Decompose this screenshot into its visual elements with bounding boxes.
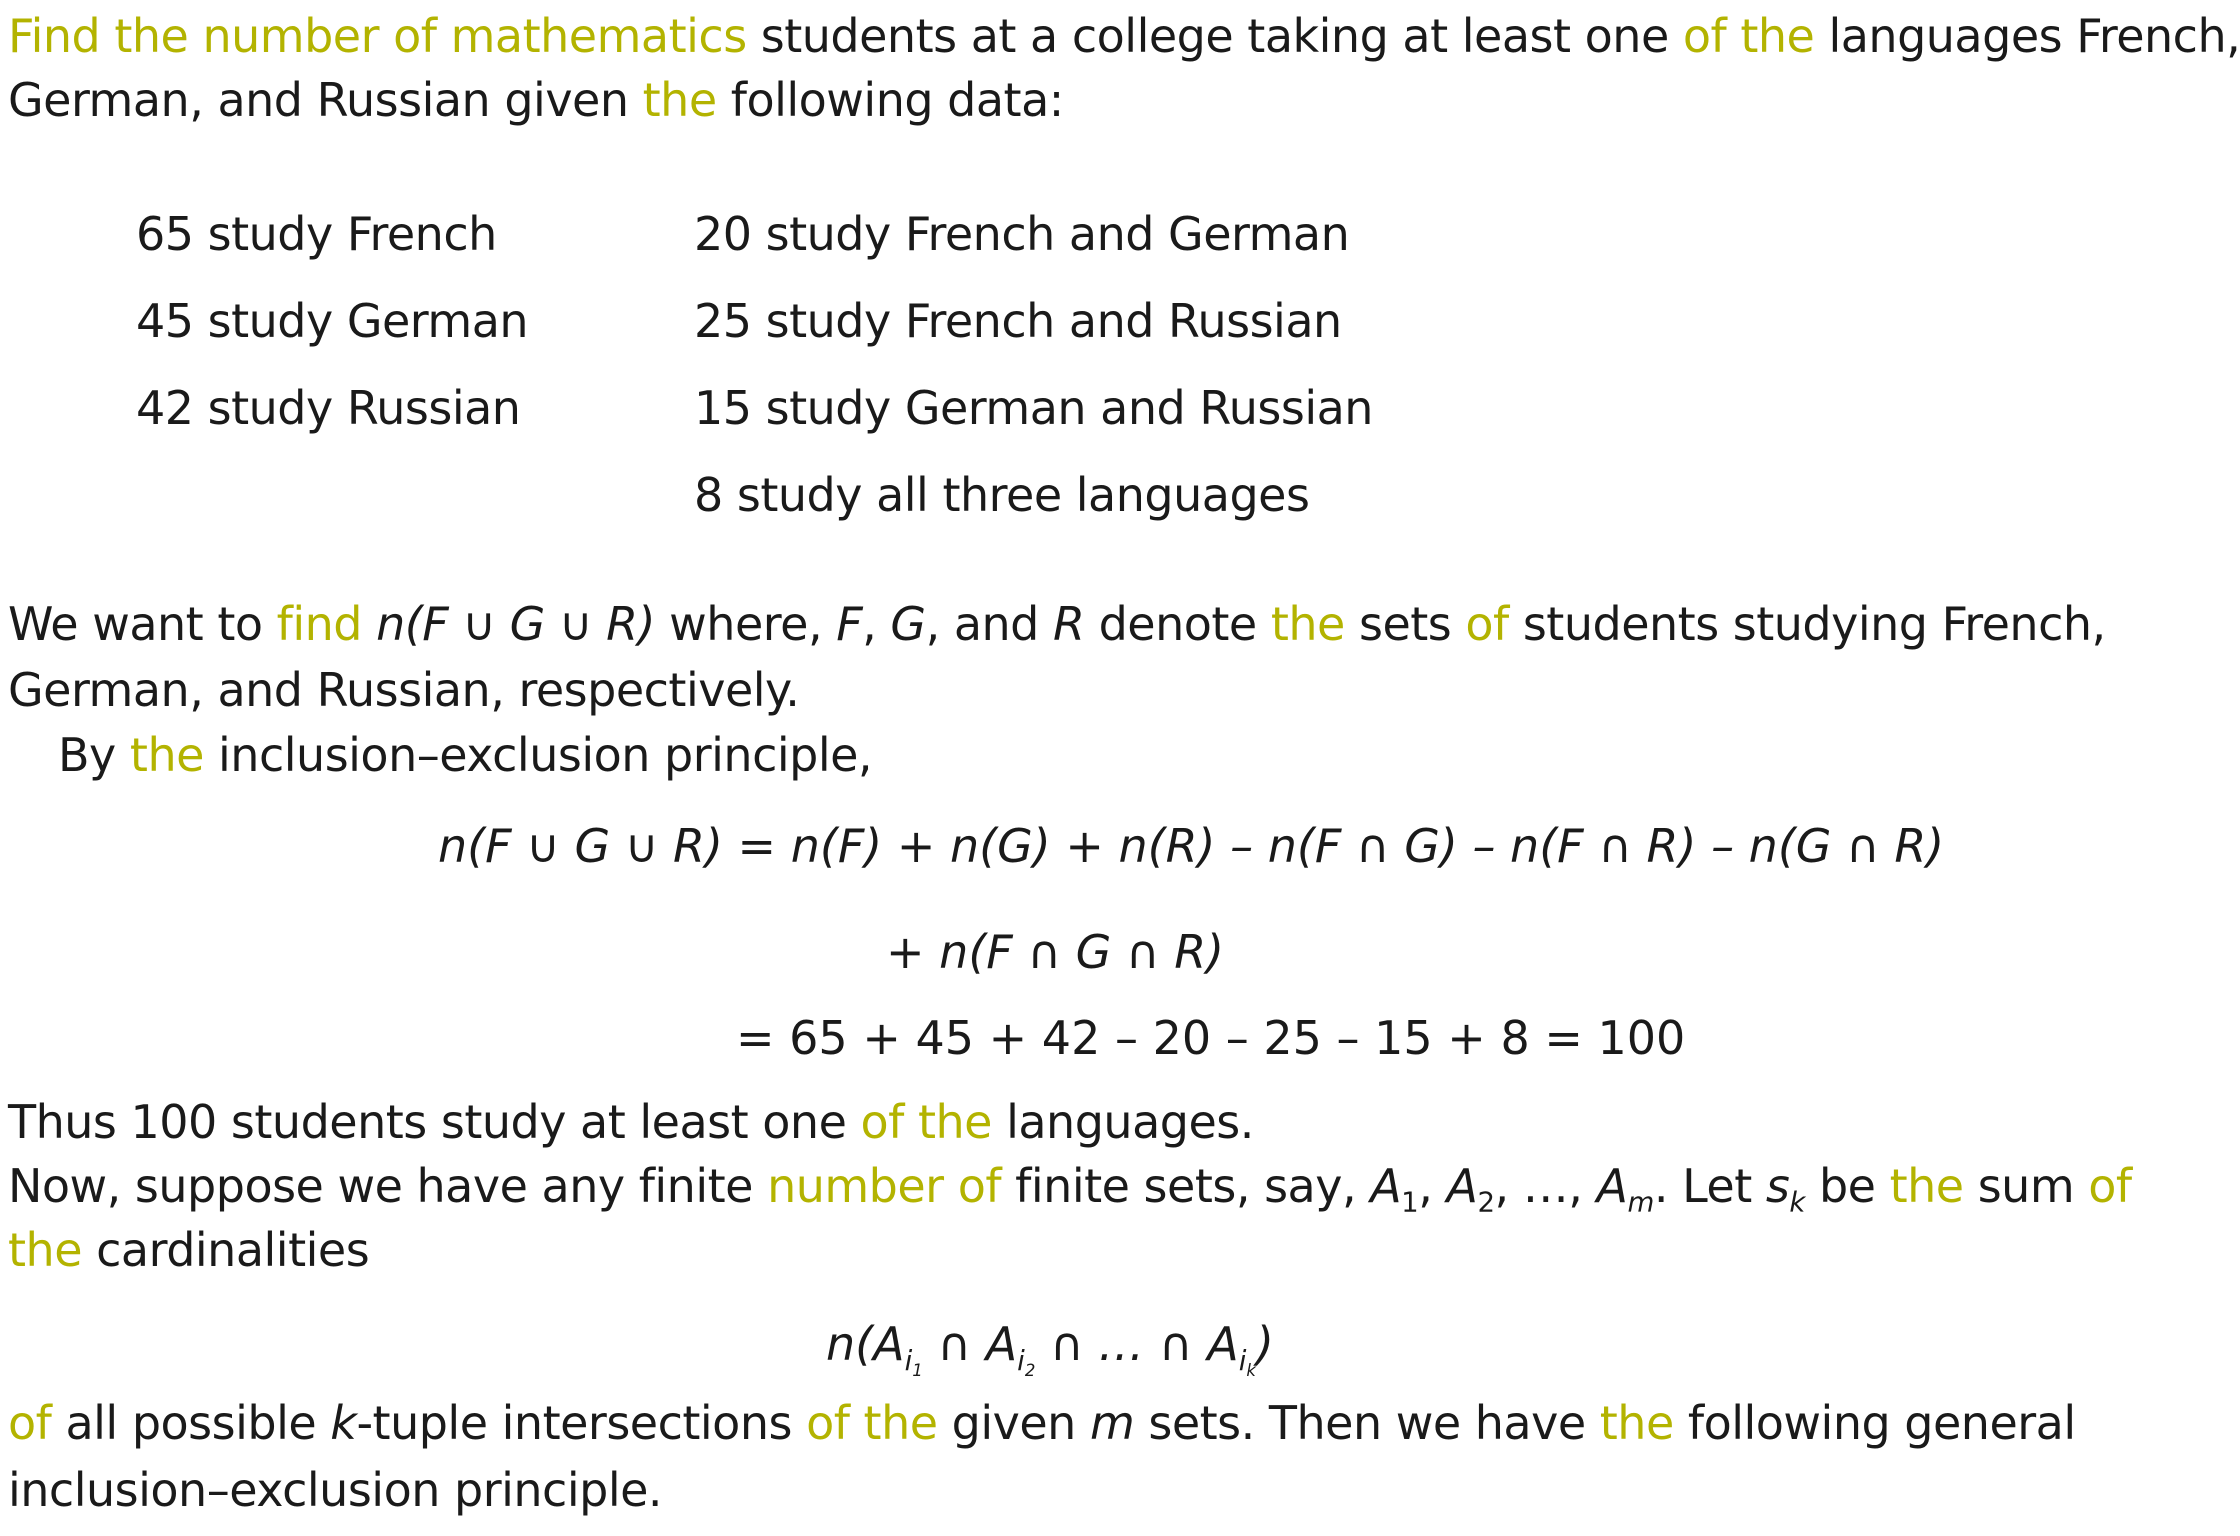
want-line-1: We want to find n(F ∪ G ∪ R) where, F, G, and R denote the sets of students studying French, — [8, 597, 2106, 651]
cardinality-expression: $n(A_{i_1}$ ∩ $A_{i_2}$ ∩ … ∩ $A_{i_k}$) — [826, 1317, 1274, 1380]
data-left-1: 65 study French — [136, 207, 497, 261]
by-line: By the inclusion–exclusion principle, — [58, 728, 873, 782]
data-right-2: 25 study French and Russian — [694, 294, 1342, 348]
equation-line-3: = 65 + 45 + 42 – 20 – 25 – 15 + 8 = 100 — [736, 1011, 1686, 1065]
final-line-2: inclusion–exclusion principle. — [8, 1463, 663, 1517]
data-right-1: 20 study French and German — [694, 207, 1350, 261]
want-line-2: German, and Russian, respectively. — [8, 663, 800, 717]
data-left-2: 45 study German — [136, 294, 529, 348]
data-right-3: 15 study German and Russian — [694, 381, 1373, 435]
data-left-3: 42 study Russian — [136, 381, 521, 435]
now-line-1: Now, suppose we have any finite number of finite sets, say, $A_1$, $A_2$, …, $A_m$. Let $s_k$ be the sum of — [8, 1159, 2132, 1219]
equation-line-2: + n(F ∩ G ∩ R) — [886, 925, 1225, 979]
final-line-1: of all possible k-tuple intersections of the given m sets. Then we have the following general — [8, 1396, 2076, 1450]
intro-line-1: Find the number of mathematics students at a college taking at least one of the languages French, — [8, 9, 2240, 63]
now-line-2: the cardinalities — [8, 1223, 370, 1277]
equation-line-1: n(F ∪ G ∪ R) = n(F) + n(G) + n(R) – n(F ∩ G) – n(F ∩ R) – n(G ∩ R) — [438, 819, 1945, 873]
thus-line: Thus 100 students study at least one of the languages. — [8, 1095, 1254, 1149]
intro-line-2: German, and Russian given the following data: — [8, 73, 1064, 127]
data-right-4: 8 study all three languages — [694, 468, 1310, 522]
